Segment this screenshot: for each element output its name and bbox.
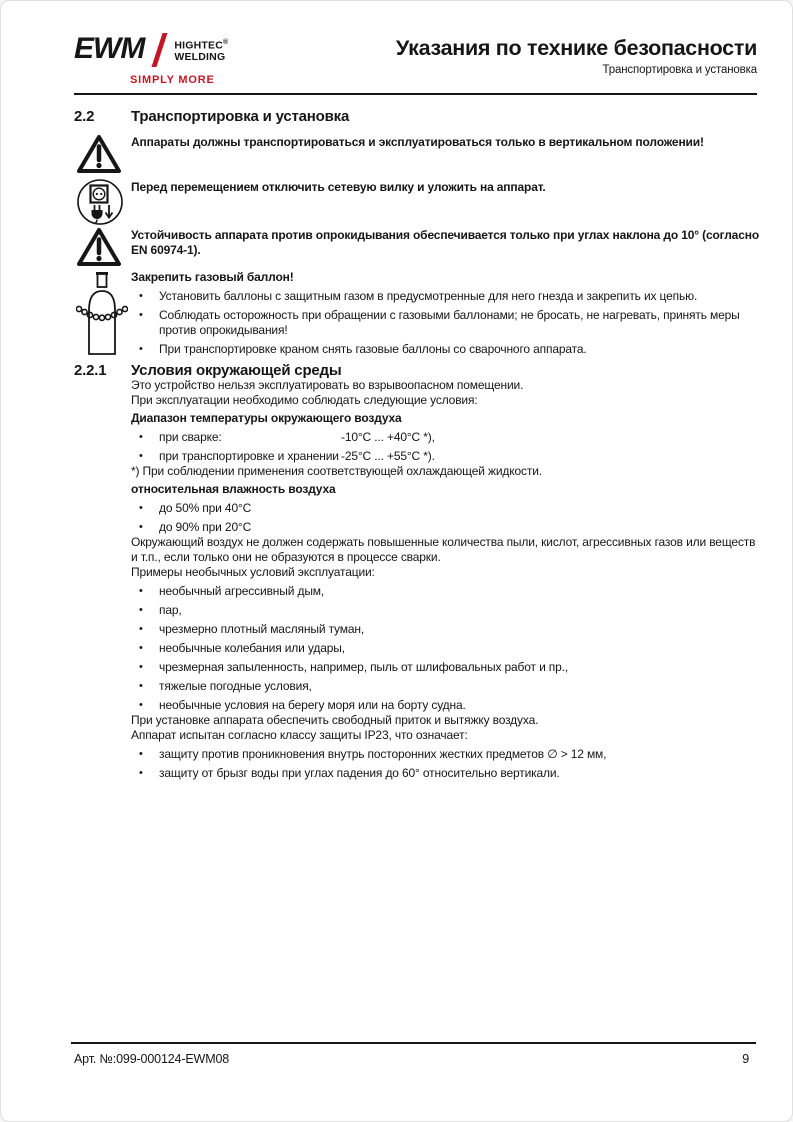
- list-item-text: до 90% при 20°C: [159, 520, 252, 534]
- bullet-icon: •: [139, 521, 143, 533]
- section-number: 2.2: [74, 108, 95, 125]
- list-item: [131, 308, 759, 338]
- list-item: [131, 660, 759, 675]
- list-item-text: необычные колебания или удары,: [159, 641, 345, 655]
- logo-row: [74, 32, 229, 67]
- list-item: [131, 584, 759, 599]
- page-title: Указания по технике безопасности: [395, 36, 757, 60]
- warning-triangle-icon: [74, 133, 131, 175]
- gas-heading: Закрепить газовый баллон!: [131, 270, 294, 284]
- list-item: [131, 430, 759, 445]
- bullet-icon: •: [139, 680, 143, 692]
- warning-tilt-block: [74, 226, 759, 268]
- paragraph: При эксплуатации необходимо соблюдать следующие условия:: [131, 393, 478, 407]
- logo-hightec-text: HIGHTEC: [174, 39, 223, 52]
- page-number: 9: [742, 1052, 749, 1066]
- registered-mark: ®: [222, 39, 229, 46]
- section-2-2-1-body: [131, 378, 759, 781]
- temp-range-heading: Диапазон температуры окружающего воздуха: [131, 411, 402, 425]
- logo-slash-icon: [146, 33, 172, 67]
- gas-cylinder-text: [131, 270, 759, 357]
- section-number: 2.2.1: [74, 362, 107, 379]
- page-subtitle: Транспортировка и установка: [602, 64, 757, 76]
- logo-welding-text: WELDING: [174, 51, 226, 63]
- bullet-icon: •: [139, 642, 143, 654]
- examples-intro: Примеры необычных условий эксплуатации:: [131, 565, 375, 579]
- bullet-icon: •: [139, 604, 143, 616]
- temp-label: при транспортировке и хранении: [159, 449, 339, 463]
- list-item-text: Соблюдать осторожность при обращении с газовыми баллонами; не бросать, не нагревать, принять меры против опрокидывания!: [159, 308, 740, 337]
- bullet-icon: •: [139, 290, 143, 302]
- list-item: [131, 449, 759, 464]
- bullet-icon: •: [139, 431, 143, 443]
- section-title: Условия окружающей среды: [131, 362, 342, 379]
- unplug-mains-plug-icon: [74, 178, 131, 226]
- temp-value: -10°C ... +40°C *),: [341, 430, 435, 444]
- ip-class-intro: Аппарат испытан согласно классу защиты IP23, что означает:: [131, 728, 468, 742]
- list-item-text: необычный агрессивный дым,: [159, 584, 325, 598]
- temp-footnote: *) При соблюдении применения соответствующей охлаждающей жидкости.: [131, 464, 542, 478]
- logo-ewm-text: EWM: [74, 32, 145, 65]
- temp-value: -25°C ... +55°C *).: [341, 449, 435, 463]
- warning-unplug-text: Перед перемещением отключить сетевую вилку и уложить на аппарат.: [131, 180, 546, 194]
- header-titles: [396, 35, 757, 86]
- gas-cylinder-block: [74, 270, 759, 358]
- list-item: [131, 766, 759, 781]
- list-item: [131, 501, 759, 516]
- list-item-text: тяжелые погодные условия,: [159, 679, 312, 693]
- list-item: [131, 289, 759, 304]
- ip-protection-list: [131, 747, 759, 781]
- bullet-icon: •: [139, 623, 143, 635]
- document-body: [74, 109, 759, 781]
- page-footer: [74, 1052, 749, 1066]
- logo-tagline: SIMPLY MORE: [130, 74, 215, 86]
- list-item: [131, 622, 759, 637]
- list-item-text: необычные условия на берегу моря или на борту судна.: [159, 698, 466, 712]
- list-item: [131, 698, 759, 713]
- bullet-icon: •: [139, 699, 143, 711]
- list-item-text: чрезмерно плотный масляный туман,: [159, 622, 365, 636]
- list-item-text: пар,: [159, 603, 182, 617]
- section-2-2-heading: [74, 109, 759, 124]
- list-item: [131, 520, 759, 535]
- page-header: [74, 32, 757, 86]
- bullet-icon: •: [139, 343, 143, 355]
- temp-label: при сварке:: [159, 430, 222, 444]
- list-item: [131, 679, 759, 694]
- bullet-icon: •: [139, 748, 143, 760]
- list-item-text: защиту против проникновения внутрь посторонних жестких предметов ∅ > 12 мм,: [159, 747, 607, 761]
- section-2-2-1-heading: [74, 363, 759, 378]
- warning-upright-text: Аппараты должны транспортироваться и эксплуатироваться только в вертикальном положении!: [131, 135, 704, 149]
- section-title: Транспортировка и установка: [131, 108, 350, 125]
- list-item: [131, 342, 759, 357]
- ewm-logo: [74, 32, 229, 86]
- air-quality-note: Окружающий воздух не должен содержать повышенные количества пыли, кислот, агрессивных газов или веществ и т.п., если только они не образуются в процессе сварки.: [131, 535, 756, 564]
- list-item-text: до 50% при 40°C: [159, 501, 252, 515]
- list-item-text: Установить баллоны с защитным газом в предусмотренные для него гнезда и закрепить их цепью.: [159, 289, 698, 303]
- list-item: [131, 603, 759, 618]
- gas-cylinder-chain-icon: [74, 270, 131, 358]
- list-item-text: При транспортировке краном снять газовые баллоны со сварочного аппарата.: [159, 342, 587, 356]
- bullet-icon: •: [139, 767, 143, 779]
- bullet-icon: •: [139, 502, 143, 514]
- list-item-text: защиту от брызг воды при углах падения до 60° относительно вертикали.: [159, 766, 560, 780]
- logo-hightec-line: [174, 37, 228, 52]
- humidity-list: [131, 501, 759, 535]
- unusual-conditions-list: [131, 584, 759, 713]
- header-divider: [74, 93, 757, 95]
- list-item: [131, 747, 759, 762]
- logo-wordmark: [174, 35, 228, 64]
- bullet-icon: •: [139, 661, 143, 673]
- bullet-icon: •: [139, 309, 143, 321]
- footer-divider: [71, 1042, 756, 1044]
- list-item-text: чрезмерная запыленность, например, пыль от шлифовальных работ и пр.,: [159, 660, 569, 674]
- warning-unplug-block: [74, 178, 759, 226]
- article-number: Арт. №:099-000124-EWM08: [74, 1052, 230, 1066]
- warning-upright-block: [74, 133, 759, 175]
- bullet-icon: •: [139, 585, 143, 597]
- paragraph: Это устройство нельзя эксплуатировать во взрывоопасном помещении.: [131, 378, 524, 392]
- gas-bullet-list: [131, 289, 759, 357]
- bullet-icon: •: [139, 450, 143, 462]
- warning-triangle-icon: [74, 226, 131, 268]
- airflow-note: При установке аппарата обеспечить свободный приток и вытяжку воздуха.: [131, 713, 539, 727]
- humidity-heading: относительная влажность воздуха: [131, 482, 336, 496]
- temp-range-list: [131, 430, 759, 464]
- list-item: [131, 641, 759, 656]
- warning-tilt-text: Устойчивость аппарата против опрокидывания обеспечивается только при углах наклона до 10° (согласно EN 60974-1).: [131, 228, 760, 257]
